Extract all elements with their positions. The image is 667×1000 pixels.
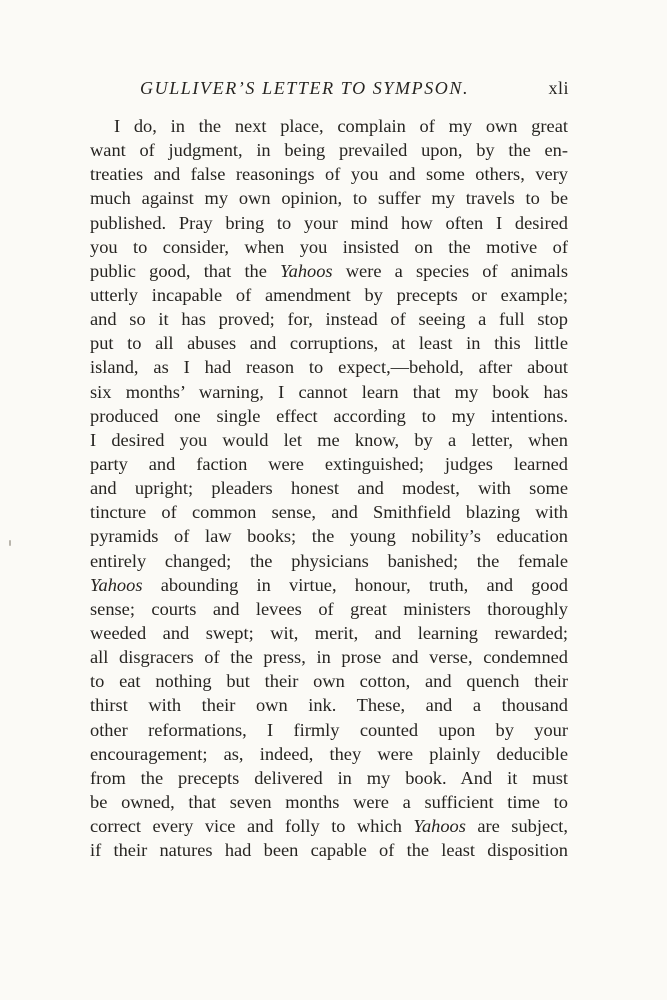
text-line: Yahoos abounding in virtue, honour, truth, and good (90, 574, 568, 595)
text-line: published. Pray bring to your mind how often I desired (90, 212, 568, 233)
text-line: utterly incapable of amendment by precepts or example; (90, 284, 568, 305)
text-line: from the precepts delivered in my book. And it must (90, 767, 568, 788)
text-line: put to all abuses and corruptions, at least in this little (90, 333, 568, 354)
text-line: if their natures had been capable of the least disposition (90, 840, 568, 861)
margin-speck (9, 540, 11, 546)
text-line: party and faction were extinguished; judges learned (90, 453, 568, 474)
text-line: treaties and false reasonings of you and some others, very (90, 164, 568, 185)
text-line: public good, that the Yahoos were a species of animals (90, 260, 568, 281)
text-line: six months’ warning, I cannot learn that my book has (90, 381, 568, 402)
text-line: want of judgment, in being prevailed upon, by the en- (90, 140, 568, 161)
text-line: be owned, that seven months were a sufficient time to (90, 791, 568, 812)
text-line: much against my own opinion, to suffer my travels to be (90, 188, 568, 209)
page-number: xli (548, 78, 569, 98)
text-line: to eat nothing but their own cotton, and quench their (90, 671, 568, 692)
text-line: you to consider, when you insisted on the motive of (90, 236, 568, 257)
text-line: and upright; pleaders honest and modest, with some (90, 478, 568, 499)
text-line: thirst with their own ink. These, and a thousand (90, 695, 568, 716)
text-line: and so it has proved; for, instead of seeing a full stop (90, 309, 568, 330)
text-line: pyramids of law books; the young nobility’s education (90, 526, 568, 547)
text-line: I do, in the next place, complain of my own great (114, 116, 568, 136)
text-line: tincture of common sense, and Smithfield blazing with (90, 502, 568, 523)
text-line: sense; courts and levees of great ministers thoroughly (90, 598, 568, 619)
text-line: weeded and swept; wit, merit, and learning rewarded; (90, 622, 568, 643)
body-text (90, 114, 568, 862)
text-line: other reformations, I firmly counted upon by your (90, 719, 568, 740)
text-line: produced one single effect according to my intentions. (90, 405, 568, 426)
text-line: all disgracers of the press, in prose and verse, condemned (90, 647, 568, 668)
text-line: encouragement; as, indeed, they were plainly deducible (90, 743, 568, 764)
running-head-title: GULLIVER’S LETTER TO SYMPSON. (140, 78, 470, 98)
text-line: island, as I had reason to expect,—behold, after about (90, 357, 568, 378)
running-header (0, 78, 667, 104)
text-line: I desired you would let me know, by a letter, when (90, 429, 568, 450)
text-line: correct every vice and folly to which Yahoos are subject, (90, 816, 568, 837)
text-line: entirely changed; the physicians banished; the female (90, 550, 568, 571)
